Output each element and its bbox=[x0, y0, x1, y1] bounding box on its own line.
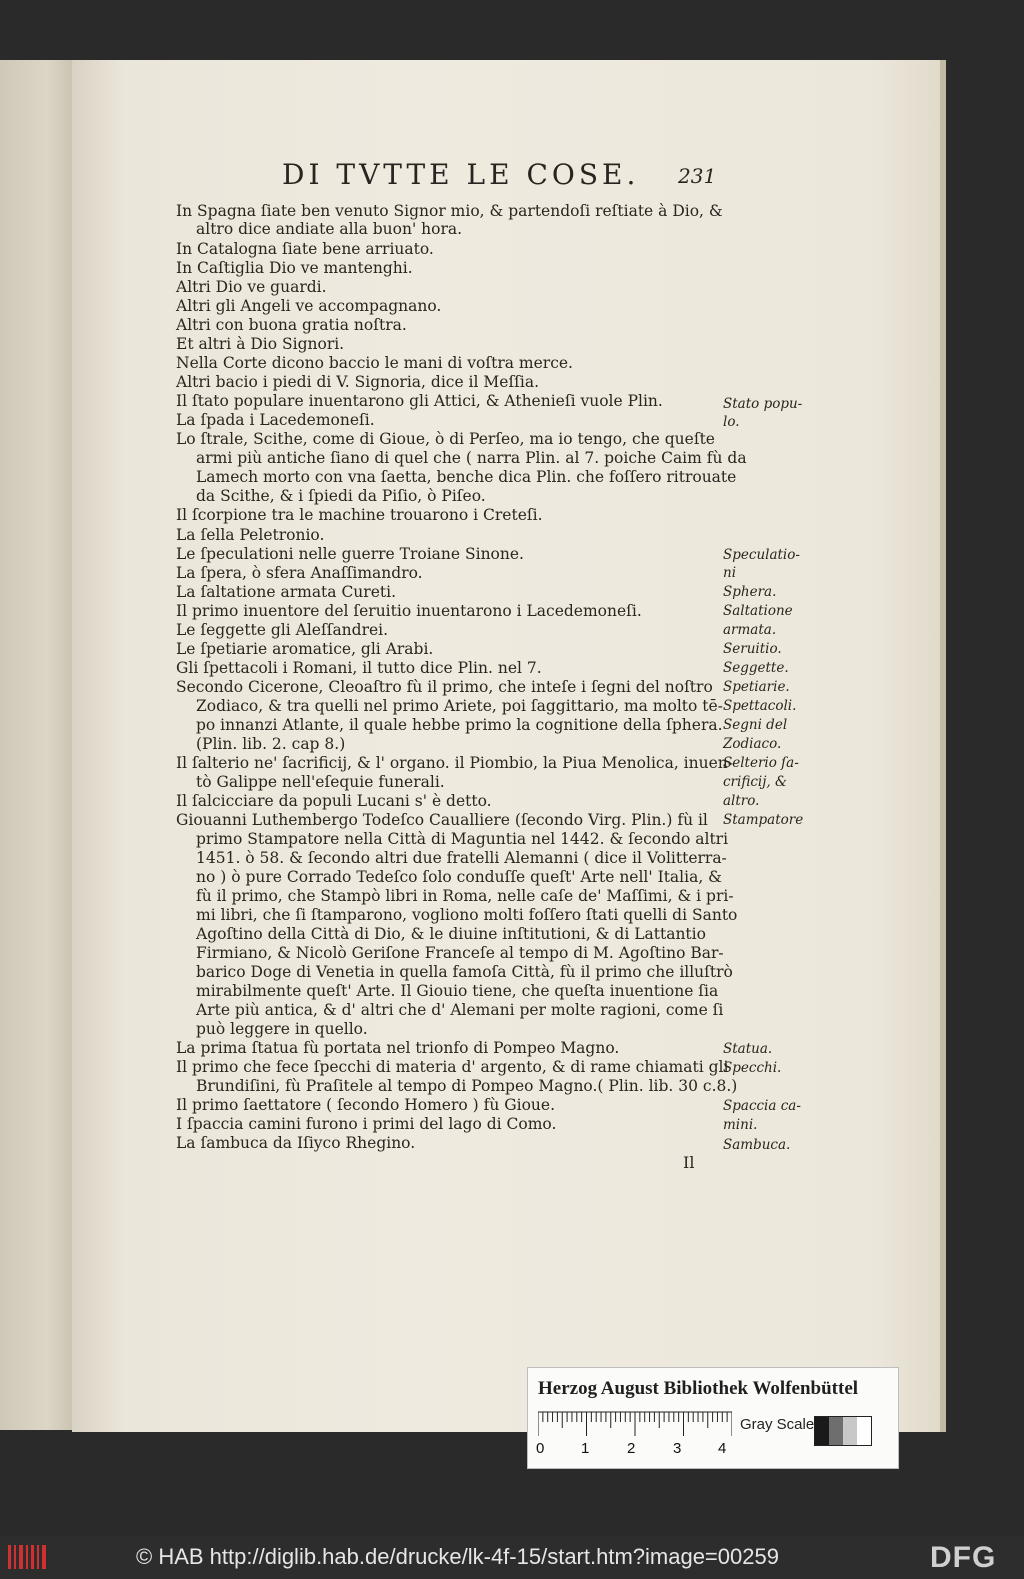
color-calibration-card bbox=[527, 1367, 899, 1469]
gray-scale-swatch bbox=[814, 1416, 872, 1446]
catchword: Il bbox=[683, 1153, 695, 1172]
text-line: armi più antiche ſiano di quel che ( narra Plin. al 7. poiche Caim fù da bbox=[196, 449, 747, 467]
text-line: Lo ſtrale, Scithe, come di Gioue, ò di Perſeo, ma io tengo, che queſte bbox=[176, 430, 715, 448]
text-line: La prima ſtatua fù portata nel trionfo di Pompeo Magno. bbox=[176, 1039, 620, 1057]
marginal-note: Statua. bbox=[723, 1041, 773, 1057]
marginal-note: Sambuca. bbox=[723, 1137, 791, 1153]
text-line: Il ſtato populare inuentarono gli Attici, & Athenieſi vuole Plin. bbox=[176, 392, 663, 410]
scale-number: 3 bbox=[673, 1440, 682, 1457]
card-title: Herzog August Bibliothek Wolfenbüttel bbox=[538, 1378, 859, 1399]
text-line: primo Stampatore nella Città di Maguntia nel 1442. & ſecondo altri bbox=[196, 830, 729, 848]
barcode-logo-icon bbox=[6, 1543, 50, 1571]
footer-bar bbox=[0, 1536, 1024, 1579]
text-line: I ſpaccia camini furono i primi del lago di Como. bbox=[176, 1115, 557, 1133]
page-fore-edge bbox=[940, 60, 946, 1432]
scale-number: 2 bbox=[627, 1440, 636, 1457]
text-line: tò Galippe nell'eſequie funerali. bbox=[196, 773, 445, 791]
marginal-note: Stato popu- bbox=[723, 396, 803, 412]
marginal-note: Sphera. bbox=[723, 584, 777, 600]
text-line: Et altri à Dio Signori. bbox=[176, 335, 345, 353]
text-line: Il primo che fece ſpecchi di materia d' argento, & di rame chiamati gli bbox=[176, 1058, 729, 1076]
text-line: In Caſtiglia Dio ve mantenghi. bbox=[176, 259, 413, 277]
previous-page-edge bbox=[0, 60, 78, 1430]
text-line: La ſella Peletronio. bbox=[176, 526, 325, 544]
running-head: DI TVTTE LE COSE. bbox=[282, 158, 640, 191]
text-line: La ſaltatione armata Cureti. bbox=[176, 583, 396, 601]
text-line: Altri Dio ve guardi. bbox=[176, 278, 327, 296]
marginal-note: Seruitio. bbox=[723, 641, 782, 657]
marginal-note: Spetiarie. bbox=[723, 679, 790, 695]
scale-number: 1 bbox=[581, 1440, 590, 1457]
marginal-note: lo. bbox=[723, 414, 740, 430]
text-line: Nella Corte dicono baccio le mani di voſtra merce. bbox=[176, 354, 573, 372]
text-line: Il ſalterio ne' ſacrificij, & l' organo. il Piombio, la Piua Menolica, inuen- bbox=[176, 754, 733, 772]
text-line: Le ſpetiarie aromatice, gli Arabi. bbox=[176, 640, 434, 658]
text-line: Zodiaco, & tra quelli nel primo Ariete, poi ſaggittario, ma molto tē- bbox=[196, 697, 723, 715]
text-line: Firmiano, & Nicolò Geriſone Franceſe al tempo di M. Agoſtino Bar- bbox=[196, 944, 724, 962]
marginal-note: Segni del bbox=[723, 717, 788, 733]
text-line: Il ſcorpione tra le machine trouarono i Creteſi. bbox=[176, 506, 543, 524]
text-line: Le ſpeculationi nelle guerre Troiane Sinone. bbox=[176, 545, 524, 563]
marginal-note: Specchi. bbox=[723, 1060, 782, 1076]
dfg-logo: DFG bbox=[930, 1541, 997, 1574]
page-number: 231 bbox=[678, 164, 717, 188]
gray-scale-label: Gray Scale bbox=[740, 1416, 815, 1433]
text-line: La ſpada i Lacedemoneſi. bbox=[176, 411, 375, 429]
marginal-note: Stampatore bbox=[723, 812, 804, 828]
text-line: altro dice andiate alla buon' hora. bbox=[196, 220, 463, 238]
text-line: Altri con buona gratia noſtra. bbox=[176, 316, 407, 334]
marginal-note: Spettacoli. bbox=[723, 698, 797, 714]
text-line: no ) ò pure Corrado Tedeſco ſolo conduſſe queſt' Arte nell' Italia, & bbox=[196, 868, 722, 886]
text-line: In Catalogna ſiate bene arriuato. bbox=[176, 240, 434, 258]
scale-number: 4 bbox=[718, 1440, 727, 1457]
text-line: 1451. ò 58. & ſecondo altri due fratelli Alemanni ( dice il Volitterra- bbox=[196, 849, 727, 867]
text-line: Il primo ſaettatore ( ſecondo Homero ) fù Gioue. bbox=[176, 1096, 555, 1114]
marginal-note: Seggette. bbox=[723, 660, 789, 676]
text-line: Il primo inuentore del ſeruitio inuentarono i Lacedemoneſi. bbox=[176, 602, 642, 620]
marginal-note: Spaccia ca- bbox=[723, 1098, 801, 1114]
text-line: da Scithe, & i ſpiedi da Piſio, ò Piſeo. bbox=[196, 487, 486, 505]
text-line: In Spagna ſiate ben venuto Signor mio, & partendoſi reſtiate à Dio, & bbox=[176, 202, 723, 220]
text-line: (Plin. lib. 2. cap 8.) bbox=[196, 735, 346, 753]
text-line: La ſambuca da Iſiyco Rhegino. bbox=[176, 1134, 416, 1152]
marginal-note: Selterio ſa- bbox=[723, 755, 799, 771]
scale-ruler-icon bbox=[538, 1410, 732, 1436]
text-line: mi libri, che ſi ſtamparono, vogliono molti foſſero ſtati quelli di Santo bbox=[196, 906, 738, 924]
text-line: Brundiſini, fù Praſitele al tempo di Pompeo Magno.( Plin. lib. 30 c.8.) bbox=[196, 1077, 738, 1095]
text-line: Il ſalcicciare da populi Lucani s' è detto. bbox=[176, 792, 492, 810]
footer-link[interactable]: © HAB http://diglib.hab.de/drucke/lk-4f-15/start.htm?image=00259 bbox=[136, 1544, 779, 1569]
text-line: Gli ſpettacoli i Romani, il tutto dice Plin. nel 7. bbox=[176, 659, 542, 677]
text-line: La ſpera, ò sfera Anaſſimandro. bbox=[176, 564, 423, 582]
text-line: Lamech morto con vna ſaetta, benche dica Plin. che foſſero ritrouate bbox=[196, 468, 737, 486]
text-line: Altri bacio i piedi di V. Signoria, dice il Meſſia. bbox=[176, 373, 540, 391]
marginal-note: armata. bbox=[723, 622, 777, 638]
text-line: po innanzi Atlante, il quale hebbe primo la cognitione della ſphera. bbox=[196, 716, 723, 734]
text-line: Altri gli Angeli ve accompagnano. bbox=[176, 297, 442, 315]
marginal-note: Zodiaco. bbox=[723, 736, 782, 752]
text-line: barico Doge di Venetia in quella famoſa Città, fù il primo che illuſtrò bbox=[196, 963, 733, 981]
text-line: Agoſtino della Città di Dio, & le diuine inſtitutioni, & di Lattantio bbox=[196, 925, 706, 943]
text-line: può leggere in quello. bbox=[196, 1020, 368, 1038]
text-line: Arte più antica, & d' altri che d' Alemani per molte ragioni, come ſi bbox=[196, 1001, 724, 1019]
marginal-note: Saltatione bbox=[723, 603, 793, 619]
text-line: Secondo Cicerone, Cleoaſtro fù il primo, che inteſe i ſegni del noſtro bbox=[176, 678, 713, 696]
marginal-note: crificij, & bbox=[723, 774, 787, 790]
marginal-note: ni bbox=[723, 565, 737, 581]
text-line: fù il primo, che Stampò libri in Roma, nelle caſe de' Maſſimi, & i pri- bbox=[196, 887, 734, 905]
marginal-note: altro. bbox=[723, 793, 760, 809]
scale-number: 0 bbox=[536, 1440, 545, 1457]
marginal-note: Speculatio- bbox=[723, 547, 800, 563]
text-line: Le ſeggette gli Aleſſandrei. bbox=[176, 621, 389, 639]
text-line: Giouanni Luthembergo Todeſco Caualliere (ſecondo Virg. Plin.) fù il bbox=[176, 811, 708, 829]
text-line: mirabilmente queſt' Arte. Il Giouio tiene, che queſta inuentione ſia bbox=[196, 982, 719, 1000]
marginal-note: mini. bbox=[723, 1117, 758, 1133]
scale-numbers bbox=[536, 1440, 746, 1458]
